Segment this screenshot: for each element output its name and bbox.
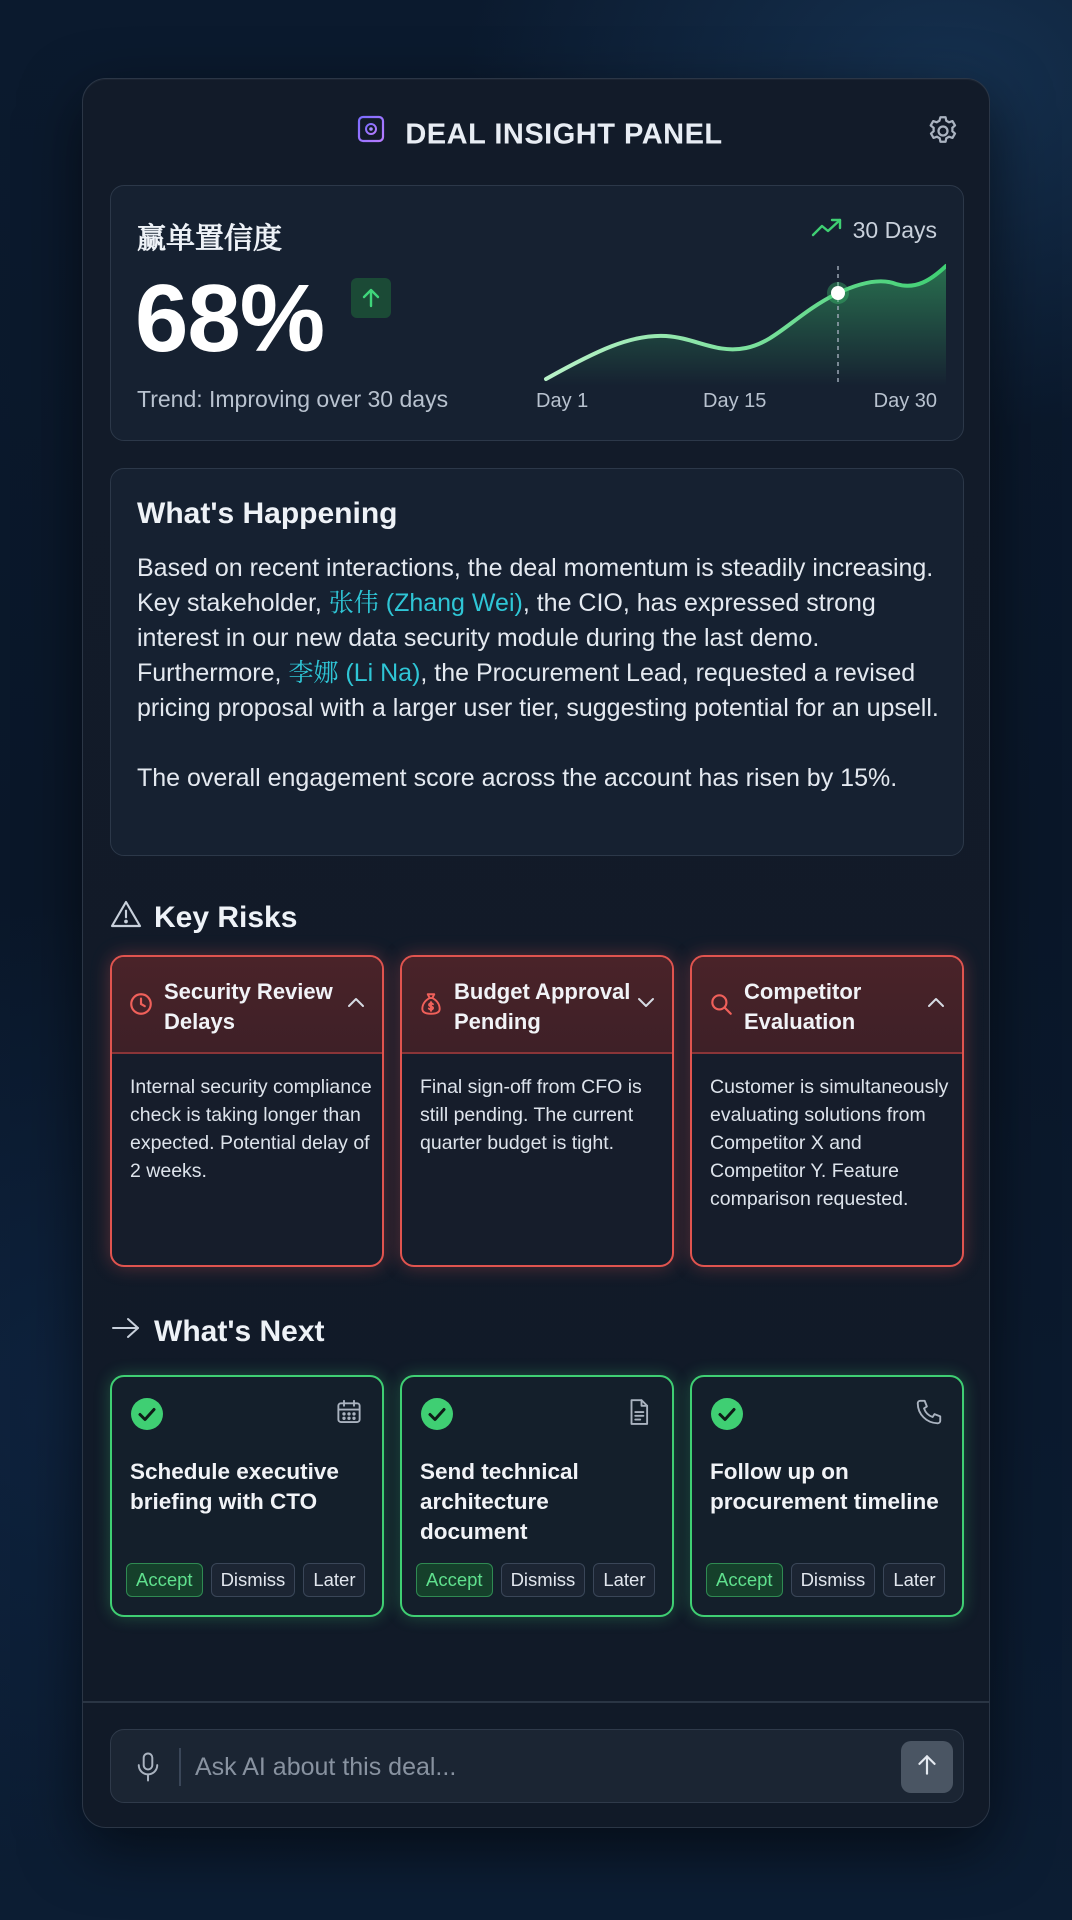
- confidence-sparkline: [536, 256, 946, 386]
- document-icon: [624, 1397, 654, 1432]
- risk-title: Security Review Delays: [164, 979, 333, 1034]
- footer-divider: [83, 1701, 989, 1703]
- whats-next-heading: [110, 1315, 325, 1349]
- arrow-right-icon: [110, 1315, 142, 1349]
- accept-button[interactable]: Accept: [416, 1563, 493, 1597]
- later-button[interactable]: Later: [883, 1563, 945, 1597]
- whats-next-title: What's Next: [154, 1315, 325, 1348]
- check-circle-icon: [130, 1397, 164, 1436]
- microphone-icon[interactable]: [133, 1751, 163, 1788]
- whats-happening-card: [110, 468, 964, 856]
- panel-title: [83, 113, 989, 159]
- next-action-card-procurement: [690, 1375, 964, 1617]
- dismiss-button[interactable]: Dismiss: [791, 1563, 876, 1597]
- chip-icon: [349, 107, 393, 159]
- risk-description: Customer is simultaneously evaluating solutions from Competitor X and Competitor Y. Feature comparison requested.: [710, 1076, 949, 1210]
- calendar-icon: [334, 1397, 364, 1432]
- ask-ai-input[interactable]: [195, 1742, 855, 1792]
- arrow-up-icon: [914, 1752, 940, 1783]
- range-selector[interactable]: [811, 216, 937, 244]
- panel-header: [83, 79, 989, 183]
- risk-description: Internal security compliance check is taking longer than expected. Potential delay of 2 weeks.: [130, 1076, 372, 1182]
- later-button[interactable]: Later: [303, 1563, 365, 1597]
- next-action-buttons: [706, 1563, 945, 1597]
- risk-title: Budget Approval Pending: [454, 979, 631, 1034]
- next-action-card-architecture: [400, 1375, 674, 1617]
- check-circle-icon: [710, 1397, 744, 1436]
- next-action-title: Send technical architecture document: [420, 1459, 579, 1544]
- risk-title: Competitor Evaluation: [744, 979, 862, 1034]
- warning-icon: [110, 899, 142, 937]
- confidence-title: 赢单置信度: [137, 223, 283, 255]
- whats-happening-body: [137, 551, 947, 796]
- risk-card-competitor-evaluation: [690, 955, 964, 1267]
- day-label-end: Day 30: [873, 390, 937, 412]
- phone-icon: [914, 1397, 944, 1432]
- money-bag-icon: [418, 991, 444, 1022]
- happening-paragraph-1: Based on recent interactions, the deal momentum is steadily increasing. Key stakeholder, 张伟 (Zhang Wei), the CIO, has expressed strong interest in our new data security module during the last demo. Furthermore, 李娜 (Li Na), the Procurement Lead, requested a revised pricing proposal with a larger user tier, suggesting potential for an upsell.: [137, 554, 939, 722]
- chevron-up-icon[interactable]: [346, 995, 366, 1014]
- dismiss-button[interactable]: Dismiss: [501, 1563, 586, 1597]
- happening-paragraph-2: The overall engagement score across the account has risen by 15%.: [137, 764, 898, 792]
- range-label: 30 Days: [852, 216, 937, 243]
- ask-separator: [179, 1748, 181, 1786]
- send-button[interactable]: [901, 1741, 953, 1793]
- next-action-buttons: [416, 1563, 655, 1597]
- key-risks-title: Key Risks: [154, 901, 298, 934]
- dismiss-button[interactable]: Dismiss: [211, 1563, 296, 1597]
- next-action-title: Schedule executive briefing with CTO: [130, 1459, 339, 1514]
- confidence-value: 68%: [135, 265, 325, 372]
- next-action-buttons: [126, 1563, 365, 1597]
- risk-card-header[interactable]: [692, 957, 962, 1054]
- whats-happening-title: What's Happening: [137, 497, 398, 530]
- stakeholder-mention-li-na[interactable]: 李娜 (Li Na): [288, 659, 421, 687]
- key-risks-heading: [110, 899, 297, 937]
- panel-title-text: DEAL INSIGHT PANEL: [405, 118, 723, 151]
- risk-description: Final sign-off from CFO is still pending. The current quarter budget is tight.: [420, 1076, 642, 1154]
- ask-ai-bar: [110, 1729, 964, 1803]
- clock-icon: [128, 991, 154, 1022]
- risk-card-budget-approval: [400, 955, 674, 1267]
- chevron-down-icon[interactable]: [636, 995, 656, 1014]
- check-circle-icon: [420, 1397, 454, 1436]
- accept-button[interactable]: Accept: [706, 1563, 783, 1597]
- day-label-mid: Day 15: [703, 390, 767, 412]
- stakeholder-mention-zhang-wei[interactable]: 张伟 (Zhang Wei): [328, 589, 523, 617]
- next-action-card-briefing: [110, 1375, 384, 1617]
- confidence-card: [110, 185, 964, 441]
- trending-up-icon: [811, 216, 843, 244]
- confidence-trend-text: Trend: Improving over 30 days: [137, 386, 449, 412]
- chevron-up-icon[interactable]: [926, 995, 946, 1014]
- sparkline-area: [546, 266, 946, 386]
- next-action-title: Follow up on procurement timeline: [710, 1459, 939, 1514]
- risk-card-header[interactable]: [402, 957, 672, 1054]
- sparkline-marker-dot: [831, 286, 845, 300]
- later-button[interactable]: Later: [593, 1563, 655, 1597]
- arrow-up-icon: [351, 278, 391, 318]
- gear-icon[interactable]: [925, 113, 961, 149]
- risk-card-security-review: [110, 955, 384, 1267]
- day-label-start: Day 1: [536, 390, 589, 412]
- search-icon: [708, 991, 734, 1022]
- risk-card-header[interactable]: [112, 957, 382, 1054]
- deal-insight-panel: [82, 78, 990, 1828]
- accept-button[interactable]: Accept: [126, 1563, 203, 1597]
